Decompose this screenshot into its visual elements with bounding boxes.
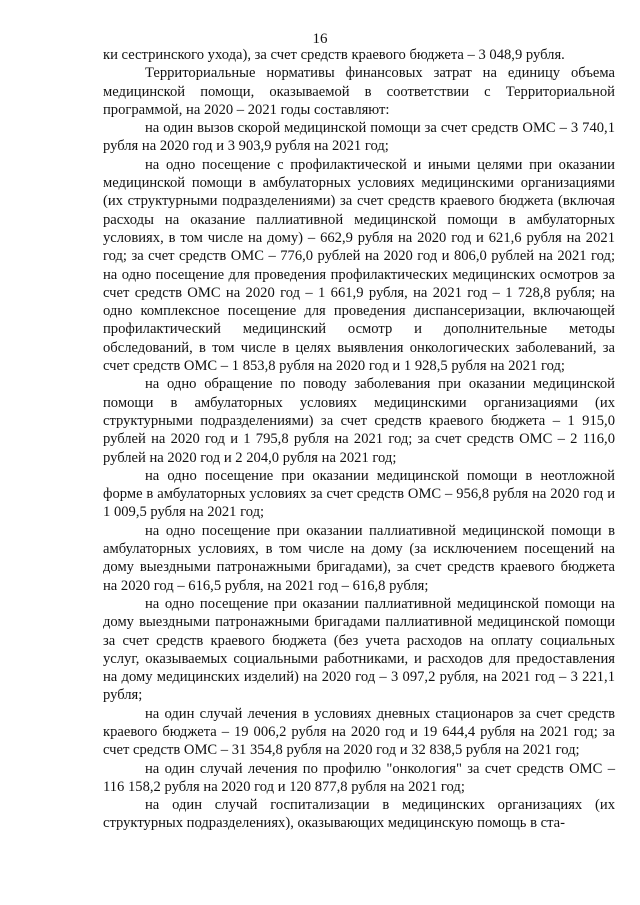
paragraph-territorial-standards: Территориальные нормативы финансовых затрат на единицу объема медицинской помощи, оказываемой в соответствии с Территориальной программой, на 2020 – 2021 годы составляют: [103,65,615,118]
paragraph-oncology-case: на один случай лечения по профилю "онкология" за счет средств ОМС – 116 158,2 рубля на 2020 год и 120 877,8 рубля на 2021 год; [103,760,615,795]
paragraph-ambulance-call: на один вызов скорой медицинской помощи за счет средств ОМС – 3 740,1 рубля на 2020 год и 3 903,9 рубля на 2021 год; [103,120,615,155]
paragraph-continuation: ки сестринского ухода), за счет средств краевого бюджета – 3 048,9 рубля. [103,47,565,63]
paragraph-palliative-outpatient: на одно посещение при оказании паллиативной медицинской помощи в амбулаторных условиях, в том числе на дому (за исключением посещений на дому выездными патронажными бригадами), за счет средств краевого бюджета на 2020 год – 616,5 рубля, на 2021 год – 616,8 рубля; [103,522,615,594]
paragraph-disease-appeal: на одно обращение по поводу заболевания при оказании медицинской помощи в амбулаторных условиях медицинскими организациями (их структурными подразделениями) за счет средств краевого бюджета – 1 915,0 рублей на 2020 год и 1 795,8 рубля на 2021 год; за счет средств ОМС – 2 116,0 рублей на 2020 год и 2 204,0 рубля на 2021 год; [103,376,615,466]
paragraph-palliative-home-teams: на одно посещение при оказании паллиативной медицинской помощи на дому выездными патронажными бригадами паллиативной медицинской помощи за счет средств краевого бюджета (без учета расходов на оплату социальных услуг, оказываемых социальными работниками, и расходов для предоставления на дому медицинских изделий) на 2020 год – 3 097,2 рубля, на 2021 год – 3 221,1 рубля; [103,595,615,704]
paragraph-hospitalization: на один случай госпитализации в медицинских организациях (их структурных подразделениях), оказывающих медицинскую помощь в ста- [103,797,615,832]
paragraph-day-hospital: на один случай лечения в условиях дневных стационаров за счет средств краевого бюджета – 19 006,2 рубля на 2020 год и 19 644,4 рубля на 2021 год; за счет средств ОМС – 31 354,8 рубля на 2020 год и 32 838,5 рубля на 2021 год; [103,705,615,759]
page-number: 16 [312,31,328,47]
document-body [103,46,615,833]
paragraph-preventive-visit: на одно посещение с профилактической и иными целями при оказании медицинской помощи в амбулаторных условиях медицинскими организациями (их структурными подразделениями) за счет средств краевого бюджета (включая расходы на оказание паллиативной медицинской помощи в амбулаторных условиях, в том числе на дому) – 662,9 рубля на 2020 год и 621,6 рубля на 2021 год; за счет средств ОМС – 776,0 рублей на 2020 год и 806,0 рублей на 2021 год; на одно посещение для проведения профилактических медицинских осмотров за счет средств ОМС на 2020 год – 1 661,9 рубля, на 2021 год – 1 728,8 рубля; на одно комплексное посещение для проведения диспансеризации, включающей профилактический медицинский осмотр и дополнительные методы обследований, в том числе в целях выявления онкологических заболеваний, за счет средств ОМС – 1 853,8 рубля на 2020 год и 1 928,5 рубля на 2021 год; [103,156,615,375]
paragraph-urgent-care-visit: на одно посещение при оказании медицинской помощи в неотложной форме в амбулаторных условиях за счет средств ОМС – 956,8 рубля на 2020 год и 1 009,5 рубля на 2021 год; [103,467,615,521]
